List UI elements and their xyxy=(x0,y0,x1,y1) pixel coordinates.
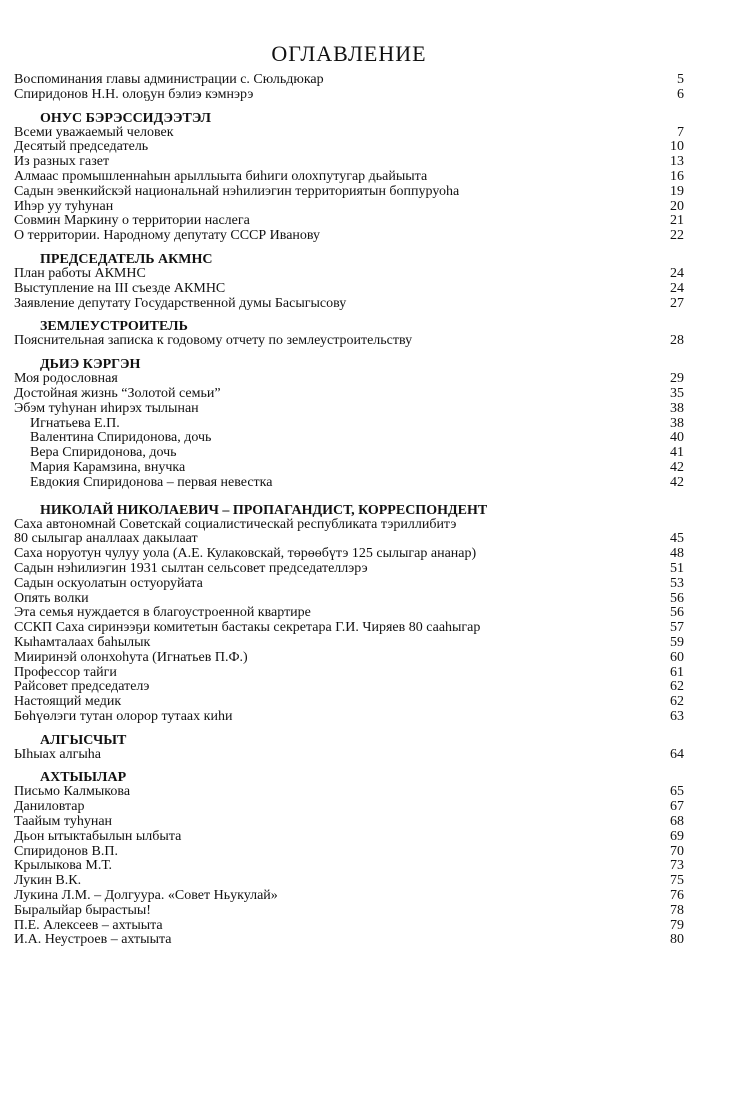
toc-entry xyxy=(14,417,684,432)
intro-entries xyxy=(14,73,684,103)
toc-entry xyxy=(14,476,684,491)
toc-entry-title: О территории. Народному депутату СССР Иванову xyxy=(14,228,321,244)
toc-entry xyxy=(14,680,684,695)
toc-entry-title: План работы АКМНС xyxy=(14,265,146,281)
toc-entry-page: 65 xyxy=(670,784,684,800)
toc-entry-title: Саха автономнай Советскай социалистическай республиката тэриллибитэ xyxy=(14,516,457,532)
toc-entry-title: Совмин Маркину о территории наслега xyxy=(14,213,250,229)
toc-entry xyxy=(14,666,684,681)
toc-entry-page: 6 xyxy=(677,86,684,102)
toc-entry-title: Профессор тайги xyxy=(14,664,117,680)
toc-entry-page: 75 xyxy=(670,873,684,889)
toc-section xyxy=(14,111,684,244)
toc-section xyxy=(14,357,684,490)
toc-entry-page: 21 xyxy=(670,213,684,229)
toc-entry-page: 24 xyxy=(670,280,684,296)
toc-entry-page: 80 xyxy=(670,932,684,948)
toc-entry xyxy=(14,88,684,103)
toc-entry-page: 67 xyxy=(670,799,684,815)
toc-entry-page: 42 xyxy=(670,474,684,490)
toc-entry-page: 59 xyxy=(670,634,684,650)
toc-entry-title: Эта семья нуждается в благоустроенной квартире xyxy=(14,605,311,621)
toc-entry-title: Спиридонов Н.Н. олоҕун бэлиэ кэмнэрэ xyxy=(14,86,254,102)
toc-entry-page: 22 xyxy=(670,228,684,244)
toc-entry-title: Таайым туһунан xyxy=(14,814,113,830)
toc-entry-page: 61 xyxy=(670,664,684,680)
toc-entry-title: Десятый председатель xyxy=(14,139,149,155)
toc-entry xyxy=(14,562,684,577)
toc-entry xyxy=(14,297,684,312)
section-heading: ДЬИЭ КЭРГЭН xyxy=(40,357,141,373)
toc-entry-page: 62 xyxy=(670,679,684,695)
toc-entry-page: 20 xyxy=(670,198,684,214)
toc-entry-title: ССКП Саха сиринээҕи комитетын бастакы секретара Г.И. Чиряев 80 сааһыгар xyxy=(14,620,481,636)
toc-entry-page: 69 xyxy=(670,828,684,844)
toc-entry-title: Бөһүөлэги тутан олорор тутаах киһи xyxy=(14,708,233,724)
toc-entry-title: Саха норуотун чулуу уола (А.Е. Кулаковскай, төрөөбүтэ 125 сылыгар ананар) xyxy=(14,546,477,562)
toc-entry xyxy=(14,577,684,592)
toc-entry xyxy=(14,547,684,562)
toc-entry-page: 73 xyxy=(670,858,684,874)
toc-entry xyxy=(14,621,684,636)
toc-entry-page: 38 xyxy=(670,415,684,431)
toc-entry-page: 79 xyxy=(670,917,684,933)
toc-entry xyxy=(14,372,684,387)
toc-entry xyxy=(14,518,684,533)
toc-entry-title: Райсовет председателэ xyxy=(14,679,150,695)
section-heading: АЛГЫСЧЫТ xyxy=(40,732,127,748)
toc-entry xyxy=(14,402,684,417)
toc-entry-page: 70 xyxy=(670,843,684,859)
toc-entry xyxy=(14,889,684,904)
toc-sections xyxy=(14,111,684,949)
toc-section xyxy=(14,503,684,725)
toc-entry xyxy=(14,532,684,547)
toc-entry-page: 45 xyxy=(670,531,684,547)
toc-entry-page: 42 xyxy=(670,459,684,475)
toc-entry-title: И.А. Неустроев – ахтыыта xyxy=(14,932,172,948)
toc-entry-page: 29 xyxy=(670,371,684,387)
toc-section xyxy=(14,733,684,763)
toc-entry-page: 7 xyxy=(677,124,684,140)
toc-entry xyxy=(14,651,684,666)
toc-entry xyxy=(14,919,684,934)
toc-entry-title: Кыһамталаах баһылык xyxy=(14,634,151,650)
toc-entry xyxy=(14,229,684,244)
toc-entry xyxy=(14,214,684,229)
toc-entry-page: 40 xyxy=(670,430,684,446)
toc-entry xyxy=(14,155,684,170)
toc-entry xyxy=(14,845,684,860)
toc-entry xyxy=(14,859,684,874)
toc-entry-title: Садын оскуолатын остуоруйата xyxy=(14,575,203,591)
toc-entry xyxy=(14,874,684,889)
section-heading: НИКОЛАЙ НИКОЛАЕВИЧ – ПРОПАГАНДИСТ, КОРРЕСПОНДЕНТ xyxy=(40,502,488,518)
toc-entry xyxy=(14,636,684,651)
toc-entry-title: Письмо Калмыкова xyxy=(14,784,131,800)
toc-entry xyxy=(14,830,684,845)
toc-entry-title: Игнатьева Е.П. xyxy=(30,415,120,431)
toc-entry xyxy=(14,710,684,725)
toc-entry xyxy=(14,446,684,461)
toc-entry-title: Даниловтар xyxy=(14,799,85,815)
toc-entry-title: Эбэм туһунан иһирэх тылынан xyxy=(14,400,199,416)
toc-entry-page: 57 xyxy=(670,620,684,636)
toc-entry-page: 62 xyxy=(670,694,684,710)
toc-section xyxy=(14,319,684,349)
toc-entry xyxy=(14,695,684,710)
toc-entry xyxy=(14,267,684,282)
section-heading: ЗЕМЛЕУСТРОИТЕЛЬ xyxy=(40,319,188,335)
section-heading: АХТЫЫЛАР xyxy=(40,770,127,786)
toc-entry xyxy=(14,933,684,948)
toc-entry xyxy=(14,73,684,88)
toc-entry xyxy=(14,334,684,349)
toc-section xyxy=(14,252,684,311)
toc-entry-page: 35 xyxy=(670,385,684,401)
toc-entry xyxy=(14,785,684,800)
toc-entry-title: Мииринэй олонхоһута (Игнатьев П.Ф.) xyxy=(14,649,248,665)
toc-entry-title: Выступление на III съезде АКМНС xyxy=(14,280,226,296)
toc-entry-page: 48 xyxy=(670,546,684,562)
toc-entry-title: 80 сылыгар аналлаах дакылаат xyxy=(14,531,198,547)
toc-entry-page: 60 xyxy=(670,649,684,665)
toc-entry xyxy=(14,904,684,919)
toc-section xyxy=(14,770,684,948)
toc-entry-page: 38 xyxy=(670,400,684,416)
toc-entry-page: 27 xyxy=(670,295,684,311)
toc-entry-page: 64 xyxy=(670,746,684,762)
toc-entry-page: 76 xyxy=(670,888,684,904)
toc-entry-title: Пояснительная записка к годовому отчету по землеустроительству xyxy=(14,333,413,349)
toc-entry-page: 63 xyxy=(670,708,684,724)
toc-entry xyxy=(14,815,684,830)
toc-entry xyxy=(14,592,684,607)
toc-entry-page: 68 xyxy=(670,814,684,830)
toc-entry-title: Иһэр уу туһунан xyxy=(14,198,114,214)
toc-entry-page: 56 xyxy=(670,590,684,606)
toc-entry-title: Валентина Спиридонова, дочь xyxy=(30,430,212,446)
toc-entry-title: Заявление депутату Государственной думы Басыгысову xyxy=(14,295,347,311)
section-heading: ОНУС БЭРЭССИДЭЭТЭЛ xyxy=(40,110,211,126)
toc-entry-title: Из разных газет xyxy=(14,154,110,170)
toc-entry xyxy=(14,800,684,815)
toc-entry xyxy=(14,387,684,402)
toc-entry-page: 19 xyxy=(670,183,684,199)
toc-entry-title: Опять волки xyxy=(14,590,89,606)
toc-entry xyxy=(14,170,684,185)
toc-entry-title: Крылыкова М.Т. xyxy=(14,858,112,874)
toc-entry-title: Евдокия Спиридонова – первая невестка xyxy=(30,474,273,490)
toc-entry-title: Вера Спиридонова, дочь xyxy=(30,445,177,461)
table-of-contents xyxy=(14,42,684,948)
toc-entry-page: 41 xyxy=(670,445,684,461)
toc-entry-page: 28 xyxy=(670,333,684,349)
toc-entry-title: Ыһыах алгыһа xyxy=(14,746,102,762)
toc-entry-title: Воспоминания главы администрации с. Сюльдюкар xyxy=(14,72,324,87)
toc-entry xyxy=(14,185,684,200)
toc-entry xyxy=(14,606,684,621)
toc-entry-title: Настоящий медик xyxy=(14,694,122,710)
toc-entry xyxy=(14,140,684,155)
toc-entry-title: Мария Карамзина, внучка xyxy=(30,459,186,475)
toc-entry-title: Спиридонов В.П. xyxy=(14,843,118,859)
toc-entry-page: 24 xyxy=(670,265,684,281)
toc-entry-page: 56 xyxy=(670,605,684,621)
toc-entry-title: Садын нэһилиэгин 1931 сылтан сельсовет председателлэрэ xyxy=(14,560,368,576)
page-title: ОГЛАВЛЕНИЕ xyxy=(271,41,427,66)
toc-entry-page: 5 xyxy=(677,72,684,87)
toc-entry xyxy=(14,282,684,297)
toc-entry-title: Быралыйар бырастыы! xyxy=(14,902,151,918)
toc-entry-page: 13 xyxy=(670,154,684,170)
toc-entry-page: 10 xyxy=(670,139,684,155)
toc-entry-page: 78 xyxy=(670,902,684,918)
toc-entry-title: Алмаас промышленнаһын арыллыыта биһиги олохпутугар дьайыыта xyxy=(14,168,428,184)
toc-entry-page: 16 xyxy=(670,168,684,184)
toc-entry-title: Моя родословная xyxy=(14,371,118,387)
toc-entry xyxy=(14,200,684,215)
toc-entry xyxy=(14,126,684,141)
toc-entry-title: Всеми уважаемый человек xyxy=(14,124,174,140)
toc-entry xyxy=(14,431,684,446)
section-heading: ПРЕДСЕДАТЕЛЬ АКМНС xyxy=(40,251,213,267)
toc-entry-title: Достойная жизнь “Золотой семьи” xyxy=(14,385,221,401)
toc-entry xyxy=(14,748,684,763)
toc-entry-title: П.Е. Алексеев – ахтыыта xyxy=(14,917,163,933)
toc-entry-title: Дьон ытыктабылын ылбыта xyxy=(14,828,182,844)
toc-entry-page: 51 xyxy=(670,560,684,576)
toc-entry-title: Лукина Л.М. – Долгуура. «Совет Ньукулай» xyxy=(14,888,278,904)
toc-entry-title: Садын эвенкийскэй национальнай нэһилиэгин территориятын боппуруоһа xyxy=(14,183,460,199)
toc-entry xyxy=(14,461,684,476)
toc-entry-title: Лукин В.К. xyxy=(14,873,82,889)
toc-entry-page: 53 xyxy=(670,575,684,591)
